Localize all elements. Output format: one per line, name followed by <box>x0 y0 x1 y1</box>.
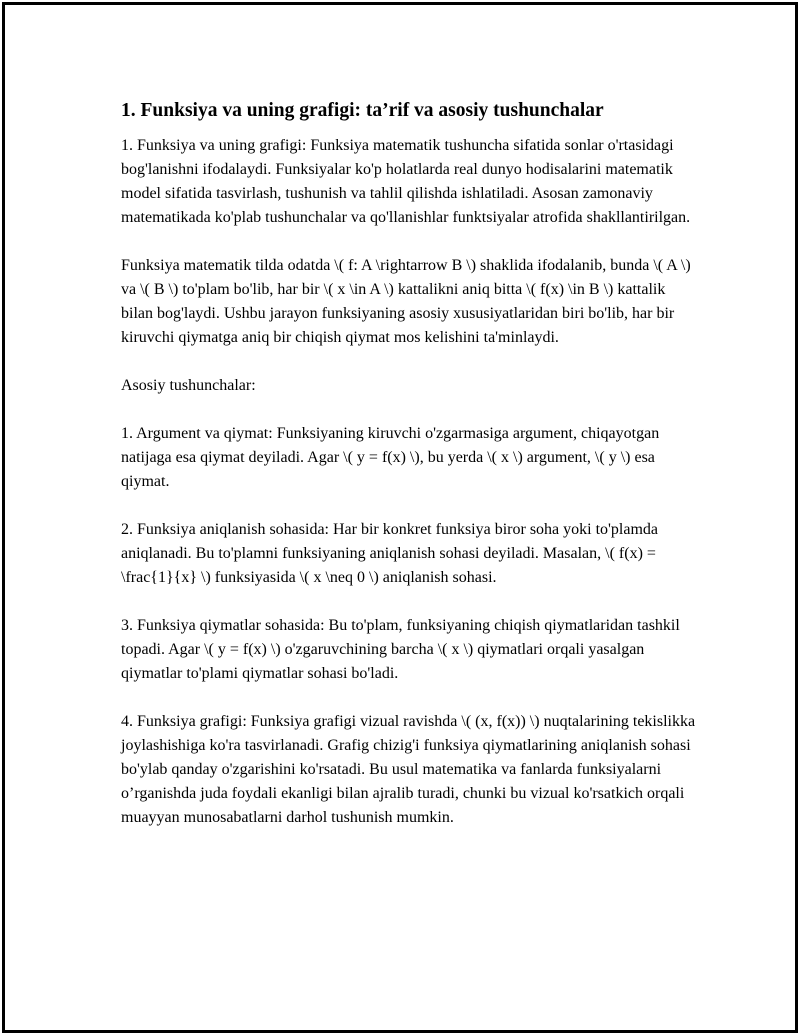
page-frame <box>2 2 798 1033</box>
paragraph-argument-value: 1. Argument va qiymat: Funksiyaning kiruvchi o'zgarmasiga argument, chiqayotgan natijaga esa qiymat deyiladi. Agar \( y = f(x) \), bu yerda \( x \) argument, \( y \) esa qiymat. <box>121 425 660 490</box>
document-body <box>121 98 696 830</box>
document-title: 1. Funksiya va uning grafigi: ta’rif va asosiy tushunchalar <box>121 100 604 121</box>
paragraph-range: 3. Funksiya qiymatlar sohasida: Bu to'plam, funksiyaning chiqish qiymatlaridan tashkil topadi. Agar \( y = f(x) \) o'zgaruvchining barcha \( x \) qiymatlari orqali yasalgan qiymatlar to'plami qiymatlar sohasi bo'ladi. <box>121 617 680 682</box>
paragraph-intro: 1. Funksiya va uning grafigi: Funksiya matematik tushuncha sifatida sonlar o'rtasidagi bog'lanishni ifodalaydi. Funksiyalar ko'p holatlarda real dunyo hodisalarini matematik model sifatida tasvirlash, tushunish va tahlil qilishda ishlatiladi. Asosan zamonaviy matematikada ko'plab tushunchalar va qo'llanishlar funktsiyalar atrofida shakllantirilgan. <box>121 137 691 226</box>
paragraph-definition: Funksiya matematik tilda odatda \( f: A \rightarrow B \) shaklida ifodalanib, bunda \( A \) va \( B \) to'plam bo'lib, har bir \( x \in A \) kattalikni aniq bitta \( f(x) \in B \) kattalik bilan bog'laydi. Ushbu jarayon funksiyaning asosiy xususiyatlaridan biri bo'lib, har bir kiruvchi qiymatga aniq bir chiqish qiymat mos kelishini ta'minlaydi. <box>121 257 691 346</box>
paragraph-section-heading: Asosiy tushunchalar: <box>121 377 256 394</box>
paragraph-domain: 2. Funksiya aniqlanish sohasida: Har bir konkret funksiya biror soha yoki to'plamda aniqlanadi. Bu to'plamni funksiyaning aniqlanish sohasi deyiladi. Masalan, \( f(x) = \frac{1}{x} \) funksiyasida \( x \neq 0 \) aniqlanish sohasi. <box>121 521 659 586</box>
paragraph-graph: 4. Funksiya grafigi: Funksiya grafigi vizual ravishda \( (x, f(x)) \) nuqtalarining tekislikka joylashishiga ko'ra tasvirlanadi. Grafig chizig'i funksiya qiymatlarining aniqlanish sohasi bo'ylab qanday o'zgarishini ko'rsatadi. Bu usul matematika va fanlarda funksiyalarni o’rganishda juda foydali ekanligi bilan ajralib turadi, chunki bu vizual ko'rsatkich orqali muayyan munosabatlarni darhol tushunish mumkin. <box>121 713 696 826</box>
